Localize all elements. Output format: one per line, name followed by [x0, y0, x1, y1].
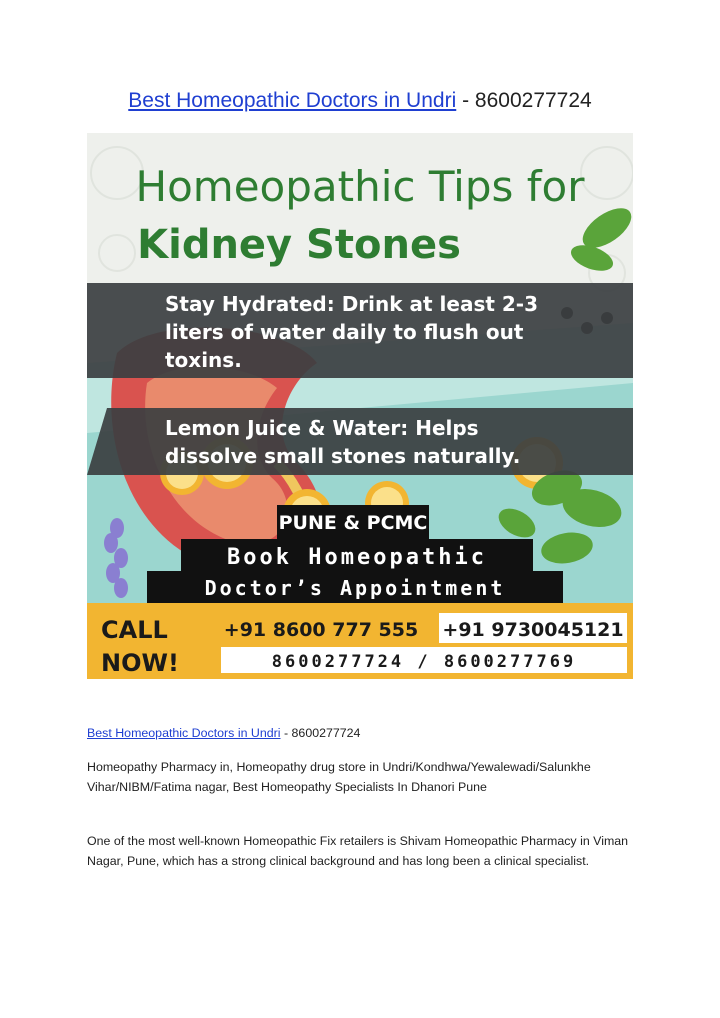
footer-separator: -: [280, 726, 292, 740]
banner-title-line1: Homeopathic Tips for: [135, 162, 585, 211]
call-line1: CALL: [101, 616, 168, 644]
tip1-line1: Stay Hydrated: Drink at least 2-3: [165, 292, 539, 316]
tip2-line1: Lemon Juice & Water: Helps: [165, 416, 479, 440]
paragraph-shivam: [87, 831, 647, 871]
phone1-text: +91 8600 777 555: [223, 619, 419, 641]
title-separator: -: [456, 89, 475, 112]
phone-combo-text: 8600277724 / 8600277769: [271, 652, 577, 672]
banner-title-line2: Kidney Stones: [137, 222, 461, 268]
paragraph-1: Homeopathy Pharmacy in, Homeopathy drug store in Undri/Kondhwa/Yewalewadi/Salunkhe Vihar/NIBM/Fatima nagar, Best Homeopathy Specialists In Dhanori Pune: [87, 760, 591, 794]
location-label: PUNE & PCMC: [278, 512, 428, 534]
book-line1: Book Homeopathic: [227, 545, 487, 570]
paragraph-pharmacy: [87, 757, 647, 797]
tip1-line2: liters of water daily to flush out: [165, 320, 524, 344]
tip2-line2: dissolve small stones naturally.: [165, 444, 521, 468]
book-line2: Doctor’s Appointment: [204, 576, 506, 600]
footer-link[interactable]: Best Homeopathic Doctors in Undri: [87, 726, 281, 740]
title-link[interactable]: Best Homeopathic Doctors in Undri: [128, 89, 457, 112]
phone2-text: +91 9730045121: [442, 619, 624, 641]
title-phone: 8600277724: [474, 89, 592, 112]
call-line2: NOW!: [101, 649, 179, 677]
promo-banner-image: [87, 133, 633, 679]
page-title: [0, 86, 720, 116]
paragraph-2: One of the most well-known Homeopathic Fix retailers is Shivam Homeopathic Pharmacy in Viman Nagar, Pune, which has a strong clinical background and has long been a clinical specialist.: [87, 834, 629, 868]
tip1-line3: toxins.: [165, 348, 242, 372]
footer-phone: 8600277724: [291, 726, 361, 740]
footer-link-line: [87, 723, 647, 743]
